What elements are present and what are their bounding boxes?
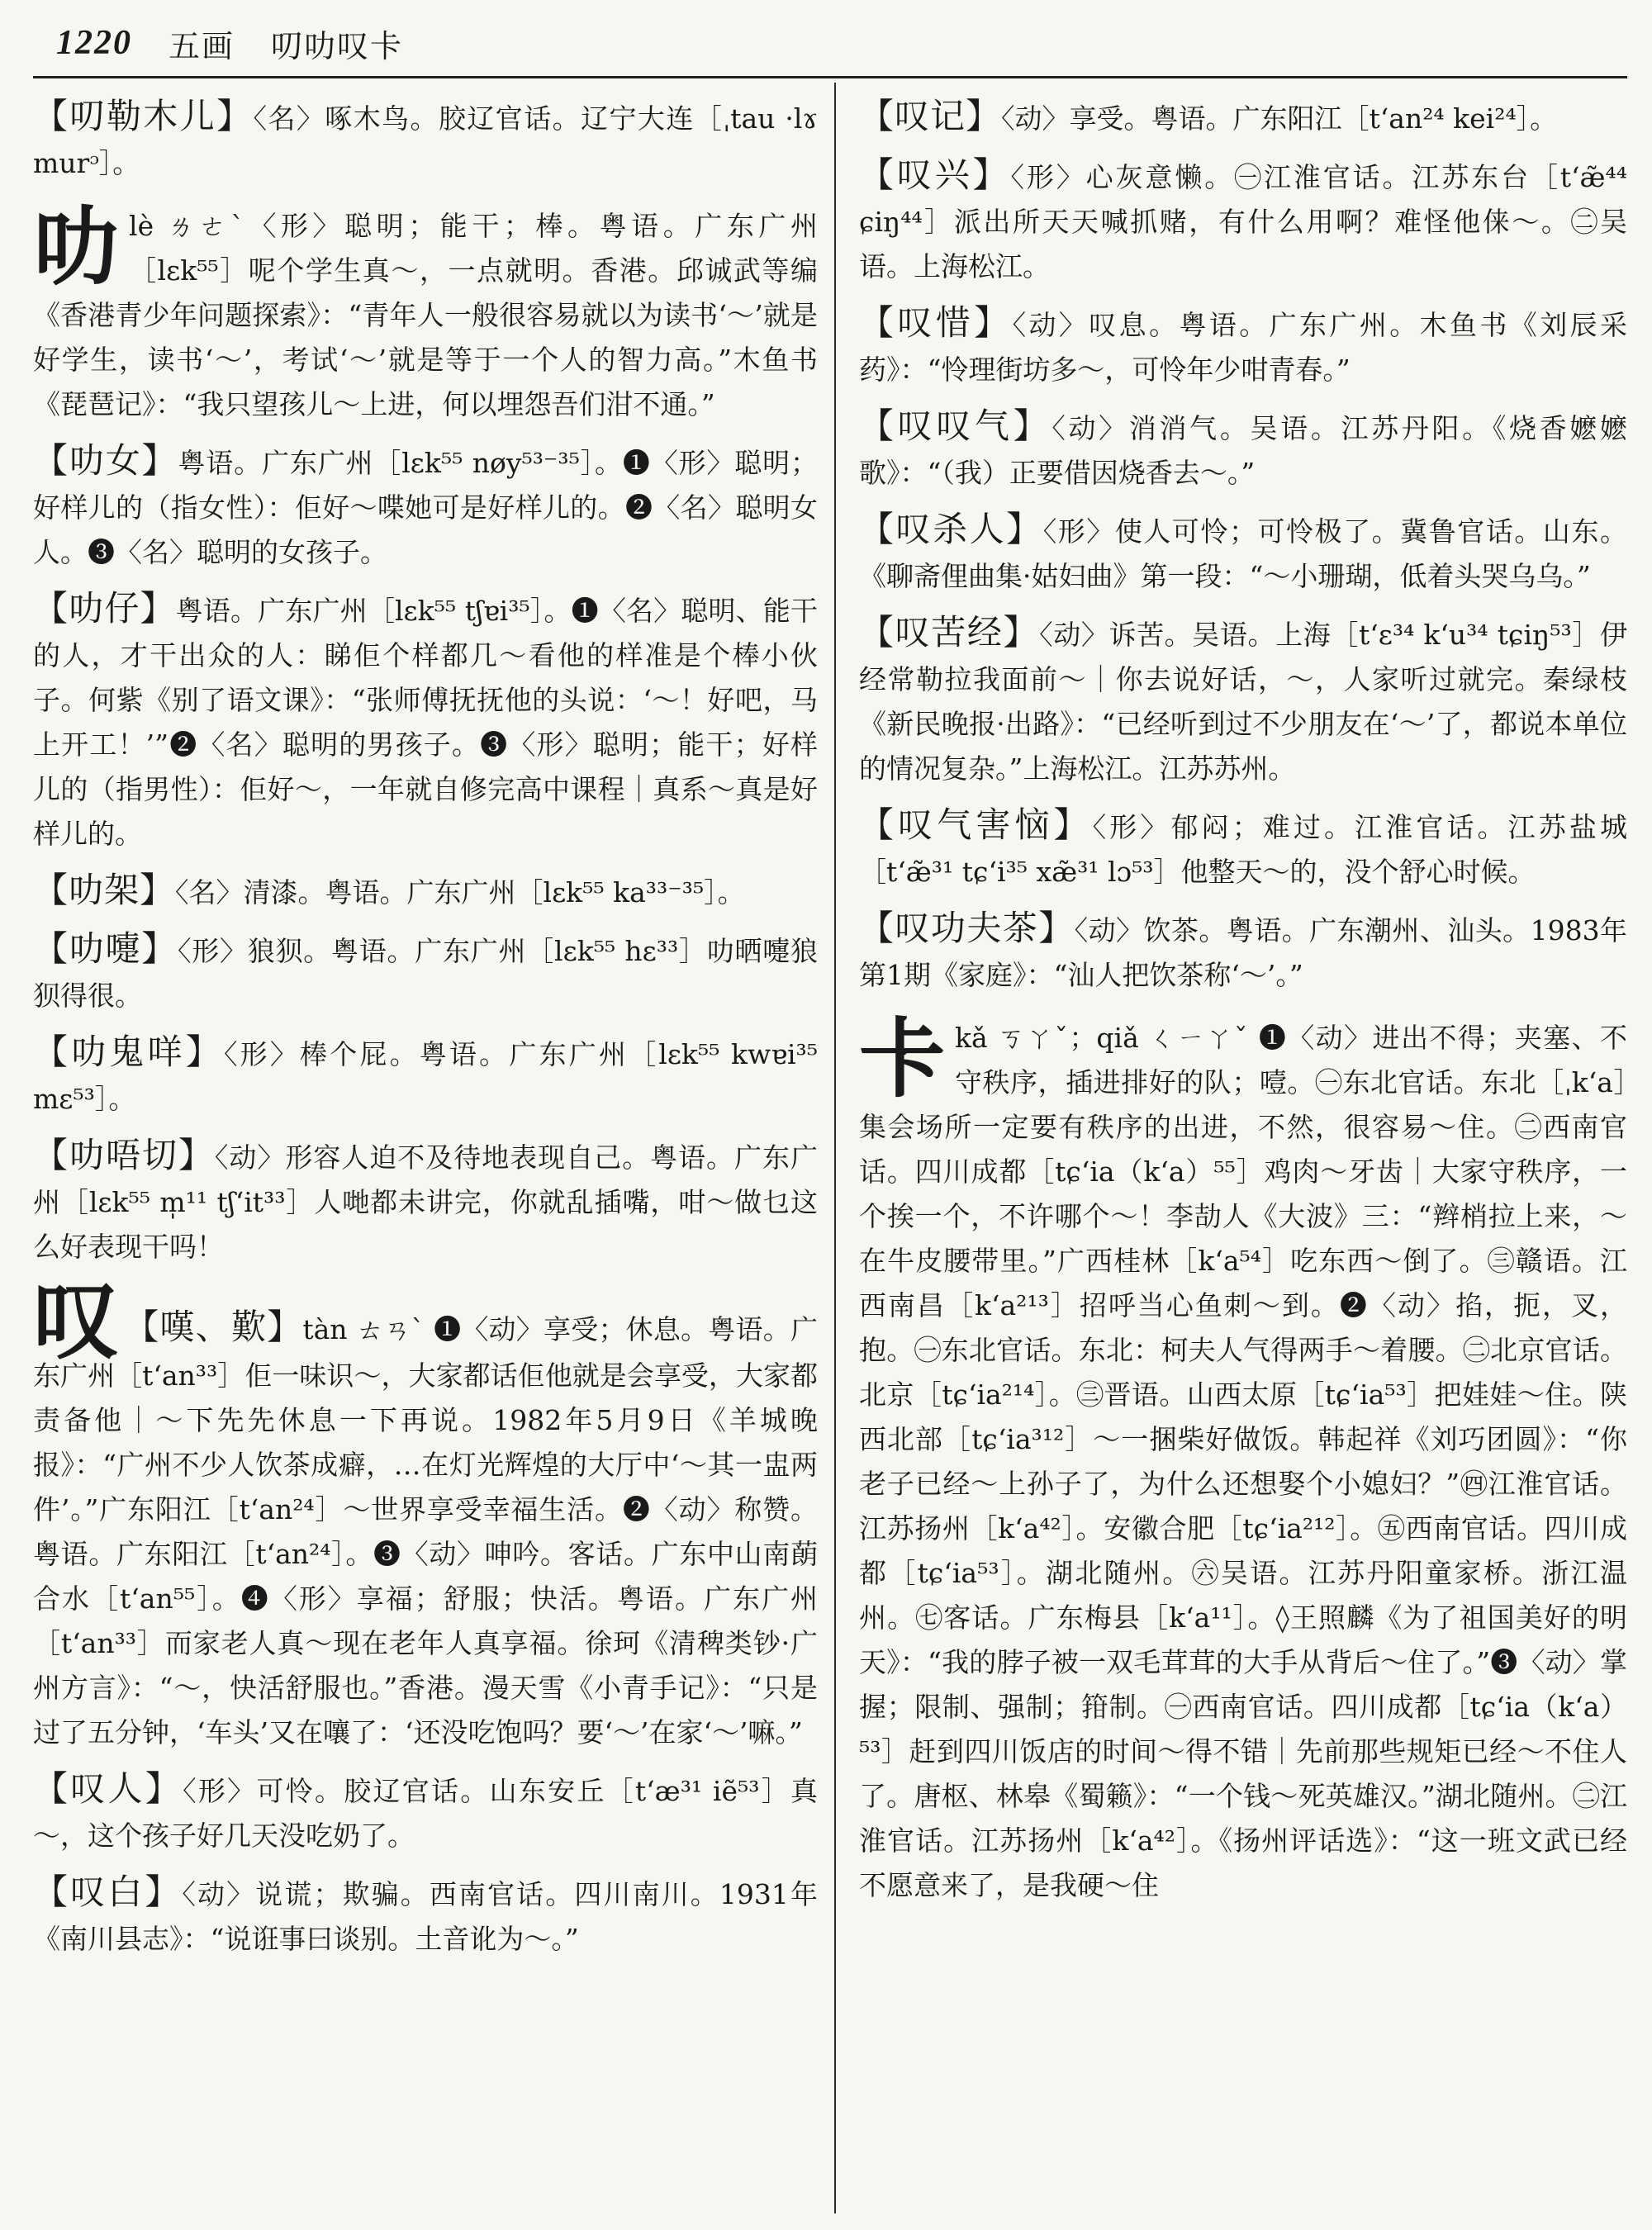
headword: 【叹叹气】 xyxy=(859,406,1052,446)
entry-tangongfucha xyxy=(859,906,1627,998)
definition: 〈动〉说谎；欺骗。西南官话。四川南川。1931年《南川县志》：“说诳事曰谈别。土音讹为～。” xyxy=(33,1878,818,1955)
page-number: 1220 xyxy=(56,24,132,62)
definition: 〈名〉清漆。粤语。广东广州［lɛk⁵⁵ ka³³⁻³⁵］。 xyxy=(175,876,745,909)
entry-tankujing xyxy=(859,610,1627,791)
entry-tanren xyxy=(33,1767,818,1858)
definition: 〈形〉使人可怜；可怜极了。冀鲁官话。山东。《聊斋俚曲集·姑妇曲》第一段：“～小珊瑚，低着头哭乌乌。” xyxy=(859,515,1627,592)
head-character: 卡 xyxy=(859,1008,946,1109)
definition: 〈形〉棒个屁。粤语。广东广州［lɛk⁵⁵ kwɐi³⁵ mɛ⁵³］。 xyxy=(33,1038,818,1115)
entry-tanji xyxy=(859,94,1627,141)
entry-tanqihainao xyxy=(859,803,1627,894)
definition: 〈动〉叹息。粤语。广东广州。木鱼书《刘辰采药》：“怜理街坊多～，可怜年少咁青春。” xyxy=(859,309,1627,386)
headword: 【叹兴】 xyxy=(859,154,1011,195)
definition: 〈形〉心灰意懒。㊀江淮官话。江苏东台［t‘æ̃⁴⁴ ɕiŋ⁴⁴］派出所天天喊抓赌，有什么用啊？难怪他俫～。㊁吴语。上海松江。 xyxy=(859,161,1627,282)
headword: 【叻女】 xyxy=(33,440,178,481)
headword: 【叹气害恼】 xyxy=(859,804,1093,845)
head-character: 叹 xyxy=(33,1270,120,1371)
entry-ka xyxy=(859,1008,1627,1908)
entry-tanbai xyxy=(33,1870,818,1962)
header-rule xyxy=(33,76,1627,78)
column-divider xyxy=(834,83,836,2213)
entry-tansharen xyxy=(859,507,1627,599)
entry-lewuqie xyxy=(33,1133,818,1269)
definition: 粤语。广东广州［lɛk⁵⁵ tʃɐi³⁵］。❶〈名〉聪明、能干的人，才干出众的人：睇佢个样都几～看他的样准是个棒小伙子。何紫《别了语文课》：“张师傅抚抚他的头说：‘～！好吧，马上开工！’”❷〈名〉聪明的男孩子。❸〈形〉聪明；能干；好样儿的（指男性）：佢好～，一年就自修完高中课程｜真系～真是好样儿的。 xyxy=(33,595,818,850)
definition: 〈动〉消消气。吴语。江苏丹阳。《烧香嬷嬷歌》：“（我）正要借因烧香去～。” xyxy=(859,412,1627,489)
headword: 【叹惜】 xyxy=(859,302,1013,343)
left-column xyxy=(33,83,818,2213)
headword: 【叻唔切】 xyxy=(33,1135,215,1175)
entry-tanxi xyxy=(859,301,1627,392)
definition: 〈动〉形容人迫不及待地表现自己。粤语。广东广州［lɛk⁵⁵ m̩¹¹ tʃ‘it³³］人哋都未讲完，你就乱插嘴，咁～做乜这么好表现干吗！ xyxy=(33,1141,818,1263)
headword-variants: 【嘆、歎】 xyxy=(124,1307,303,1347)
page-header xyxy=(56,13,1626,73)
headword: 【叹杀人】 xyxy=(859,509,1043,549)
entry-tan xyxy=(33,1270,818,1755)
entry-lejia xyxy=(33,868,818,915)
entry-lezai xyxy=(33,586,818,856)
head-character: 叻 xyxy=(33,197,120,297)
definition: tàn ㄊㄢˋ ❶〈动〉享受；休息。粤语。广东广州［t‘an³³］佢一味识～，大家都话佢他就是会享受，大家都责备他｜～下先先休息一下再说。1982年5月9日《羊城晚报》：“广州不少人饮茶成癖，…在灯光辉煌的大厅中‘～其一盅两件’。”广东阳江［t‘an²⁴］～世界享受幸福生活。❷〈动〉称赞。粤语。广东阳江［t‘an²⁴］。❸〈动〉呻吟。客话。广东中山南蓢合水［t‘an⁵⁵］。❹〈形〉享福；舒服；快活。粤语。广东广州［t‘an³³］而家老人真～现在老年人真享福。徐珂《清稗类钞·广州方言》：“～，快活舒服也。”香港。漫天雪《小青手记》：“只是过了五分钟，‘车头’又在嚷了：‘还没吃饱吗？要‘～’在家‘～’嘛。” xyxy=(33,1313,818,1748)
stroke-section: 五画 xyxy=(169,27,235,64)
headword: 【叹白】 xyxy=(33,1872,183,1912)
headword: 【叻仔】 xyxy=(33,588,176,629)
definition: 〈动〉享受。粤语。广东阳江［t‘an²⁴ kei²⁴］。 xyxy=(1001,102,1558,135)
definition: 粤语。广东广州［lɛk⁵⁵ nøy⁵³⁻³⁵］。❶〈形〉聪明；好样儿的（指女性）：佢好～喋她可是好样儿的。❷〈名〉聪明女人。❸〈名〉聪明的女孩子。 xyxy=(33,447,818,568)
headword: 【叻架】 xyxy=(33,870,176,910)
definition: 〈形〉可怜。胶辽官话。山东安丘［t‘æ³¹ iẽ⁵³］真～，这个孩子好几天没吃奶了。 xyxy=(33,1775,818,1852)
headword: 【叻鬼咩】 xyxy=(33,1032,224,1072)
definition: kǎ ㄎㄚˇ；qiǎ ㄑㄧㄚˇ ❶〈动〉进出不得；夹塞、不守秩序，插进排好的队；噎。㊀东北官话。东北［ˌk‘a］集会场所一定要有秩序的出进，不然，很容易～住。㊁西南官话。四川成都［tɕ‘ia（k‘a）⁵⁵］鸡肉～牙齿｜大家守秩序，一个挨一个，不许哪个～！李劼人《大波》三：“辫梢拉上来，～在牛皮腰带里。”广西桂林［k‘a⁵⁴］吃东西～倒了。㊂赣语。江西南昌［k‘a²¹³］招呼当心鱼刺～到。❷〈动〉掐，扼，叉，抱。㊀东北官话。东北：柯夫人气得两手～着腰。㊁北京官话。北京［tɕ‘ia²¹⁴］。㊂晋语。山西太原［tɕ‘ia⁵³］把娃娃～住。陕西北部［tɕ‘ia³¹²］～一捆柴好做饭。韩起祥《刘巧团圆》：“你老子已经～上孙子了，为什么还想娶个小媳妇？”㊃江淮官话。江苏扬州［k‘a⁴²］。安徽合肥［tɕ‘ia²¹²］。㊄西南官话。四川成都［tɕ‘ia⁵³］。湖北随州。㊅吴语。江苏丹阳童家桥。浙江温州。㊆客话。广东梅县［k‘a¹¹］。◊王照麟《为了祖国美好的明天》：“我的脖子被一双毛茸茸的大手从背后～住了。”❸〈动〉掌握；限制、强制；箝制。㊀西南官话。四川成都［tɕ‘ia（k‘a）⁵³］赶到四川饭店的时间～得不错｜先前那些规矩已经～不住人了。唐枢、林皋《蜀籁》：“一个钱～死英雄汉。”湖北随州。㊁江淮官话。江苏扬州［k‘a⁴²］。《扬州评话选》：“这一班文武已经不愿意来了，是我硬～住 xyxy=(859,1022,1627,1901)
headword: 【叹功夫茶】 xyxy=(859,908,1075,948)
headword: 【叹记】 xyxy=(859,96,1002,136)
entry-tantanqi xyxy=(859,404,1627,496)
headword: 【叻嚏】 xyxy=(33,928,178,969)
definition: lè ㄌㄜˋ〈形〉聪明；能干；棒。粤语。广东广州［lɛk⁵⁵］呢个学生真～，一点就明。香港。邱诚武等编《香港青少年问题探索》：“青年人一般很容易就以为读书‘～’就是好学生，读书‘～’，考试‘～’就是等于一个人的智力高。”木鱼书《琵琶记》：“我只望孩儿～上进，何以埋怨吾们泔不通。” xyxy=(33,210,818,420)
definition: 〈动〉饮茶。粤语。广东潮州、汕头。1983年第1期《家庭》：“汕人把饮茶称‘～’。” xyxy=(859,914,1627,991)
entry-lenv xyxy=(33,439,818,575)
entry-daolemuer xyxy=(33,94,818,186)
headword: 【叹人】 xyxy=(33,1768,183,1809)
entry-leti xyxy=(33,927,818,1018)
header-characters: 叨叻叹卡 xyxy=(271,27,404,64)
definition: 〈形〉郁闷；难过。江淮官话。江苏盐城［t‘æ̃³¹ tɕ‘i³⁵ xæ̃³¹ lɔ⁵³］他整天～的，没个舒心时候。 xyxy=(859,811,1627,888)
entry-le xyxy=(33,197,818,427)
headword: 【叹苦经】 xyxy=(859,612,1040,652)
right-column xyxy=(859,83,1627,2213)
entry-leguimie xyxy=(33,1030,818,1122)
definition: 〈形〉狼狈。粤语。广东广州［lɛk⁵⁵ hɛ³³］叻晒嚏狼狈得很。 xyxy=(33,935,818,1012)
headword: 【叨勒木儿】 xyxy=(33,96,254,136)
definition: 〈动〉诉苦。吴语。上海［t‘ɛ³⁴ k‘u³⁴ tɕiŋ⁵³］伊经常勒拉我面前～｜你去说好话，～，人家听过就完。秦绿枝《新民晚报·出路》：“已经听到过不少朋友在‘～’了，都说本单位的情况复杂。”上海松江。江苏苏州。 xyxy=(859,619,1627,785)
definition: 〈名〉啄木鸟。胶辽官话。辽宁大连［ˌtau ·lɤ murᵓ］。 xyxy=(33,102,818,179)
entry-tanxing xyxy=(859,153,1627,289)
